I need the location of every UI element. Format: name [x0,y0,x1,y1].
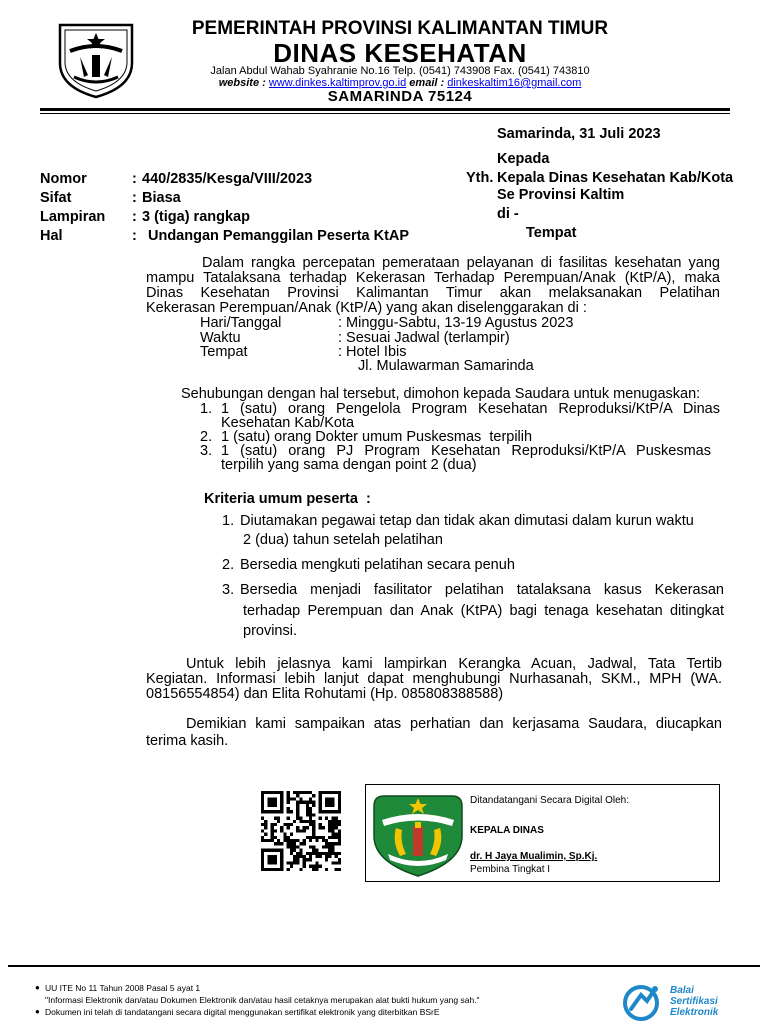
bsre-label-3: Elektronik [670,1007,719,1018]
recipient-di: di - [497,206,519,222]
body-p2: Sehubungan dengan hal tersebut, dimohon kepada Saudara untuk menugaskan: [181,386,701,402]
footer-bullet-1: ● [35,983,40,992]
criteria-3-line1: Bersedia menjadi fasilitator pelatihan tatalaksana kasus Kekerasan [240,582,724,598]
recipient-line1: Kepala Dinas Kesehatan Kab/Kota [497,170,734,186]
body-p1-line4: Kekerasan Perempuan/Anak (KtP/A) yang akan diselenggarakan di : [146,300,587,316]
footer-note-1: UU ITE No 11 Tahun 2008 Pasal 5 ayat 1 [45,983,201,993]
schedule-label-time: Waktu [200,330,241,346]
recipient-kepada: Kepada [497,151,550,167]
assign-1-line2: Kesehatan Kab/Kota [221,415,355,431]
body-p3-line2: Kegiatan. Informasi lebih lanjut dapat menghubungi Nurhasanah, SKM., MPH (WA. [146,671,722,687]
bsre-label-2: Sertifikasi [670,996,718,1007]
meta-label-hal: Hal [40,228,63,244]
signature-emblem [370,790,466,878]
assign-num-3: 3. [200,443,213,459]
criteria-1-line2: 2 (dua) tahun setelah pelatihan [243,532,443,548]
letter-date: Samarinda, 31 Juli 2023 [497,126,661,142]
meta-colon-nomor: : [132,171,137,187]
bsre-label-1: Balai [670,985,694,996]
signature-name: dr. H Jaya Mualimin, Sp.Kj. [470,851,598,862]
body-p1-line2: mampu Tatalaksana terhadap Kekerasan Terhadap Perempuan/Anak (KtP/A), maka [146,270,720,286]
assign-num-1: 1. [200,401,213,417]
footer-note-2: Dokumen ini telah di tandatangani secara digital menggunakan sertifikat elektronik yang diterbitkan BSrE [45,1007,440,1017]
meta-colon-sifat: : [132,190,137,206]
body-p1-line3: Dinas Kesehatan Provinsi Kalimantan Timur akan melaksanakan Pelatihan [146,285,720,301]
meta-colon-lampiran: : [132,209,137,225]
letterhead-city: SAMARINDA 75124 [327,88,473,105]
criteria-num-2: 2. [222,557,235,573]
meta-value-lampiran: 3 (tiga) rangkap [142,209,250,225]
assign-3-line1: 1 (satu) orang PJ Program Kesehatan Reproduksi/KtP/A Puskesmas [221,443,711,459]
meta-colon-hal: : [132,228,137,244]
website-link[interactable]: www.dinkes.kaltimprov.go.id [268,77,407,89]
meta-label-lampiran: Lampiran [40,209,106,225]
body-p4-line1: Demikian kami sampaikan atas perhatian dan kerjasama Saudara, diucapkan [186,716,722,732]
footer-note-1-quote: "Informasi Elektronik dan/atau Dokumen Elektronik dan/atau hasil cetaknya merupakan alat bukti hukum yang sah." [45,995,480,1005]
footer-rule [8,965,760,967]
qr-code [261,791,341,871]
criteria-3-line3: provinsi. [243,623,297,639]
letterhead-government: PEMERINTAH PROVINSI KALIMANTAN TIMUR [191,18,609,39]
letterhead-office: DINAS KESEHATAN [273,38,527,68]
meta-label-sifat: Sifat [40,190,72,206]
bsre-logo-icon [620,983,662,1021]
body-p4-line2: terima kasih. [146,733,229,749]
footer-bullet-2: ● [35,1007,40,1016]
schedule-value-time: : Sesuai Jadwal (terlampir) [338,330,510,346]
body-p1-line1: Dalam rangka percepatan pemerataan pelayanan di fasilitas kesehatan yang [202,255,720,271]
email-link[interactable]: dinkeskaltim16@gmail.com [447,77,582,89]
assign-2-line1: 1 (satu) orang Dokter umum Puskesmas terpilih [221,429,533,445]
meta-label-nomor: Nomor [40,171,87,187]
recipient-yth: Yth. [466,170,494,186]
criteria-title: Kriteria umum peserta : [204,491,371,507]
body-p3-line1: Untuk lebih jelasnya kami lampirkan Kerangka Acuan, Jadwal, Tata Tertib [186,656,722,672]
assign-1-line1: 1 (satu) orang Pengelola Program Kesehatan Reproduksi/KtP/A Dinas [221,401,720,417]
meta-value-sifat: Biasa [142,190,181,206]
recipient-line2: Se Provinsi Kaltim [497,187,625,203]
letterhead-rule-thin [40,113,730,114]
criteria-num-3: 3. [222,582,235,598]
email-label: email : [409,77,445,89]
signature-rank: Pembina Tingkat I [470,864,551,875]
website-label: website : [218,77,266,89]
criteria-num-1: 1. [222,513,235,529]
body-p3-line3: 08156554854) dan Elita Rohutami (Hp. 085808388588) [146,686,504,702]
criteria-1-line1: Diutamakan pegawai tetap dan tidak akan dimutasi dalam kurun waktu [240,513,694,529]
criteria-3-line2: terhadap Perempuan dan Anak (KtPA) bagi tenaga kesehatan ditingkat [243,603,724,619]
schedule-venue-address: Jl. Mulawarman Samarinda [358,358,534,374]
letterhead-rule-thick [40,108,730,111]
schedule-value-place: : Hotel Ibis [338,344,407,360]
meta-value-nomor: 440/2835/Kesga/VIII/2023 [142,171,313,187]
meta-value-hal: Undangan Pemanggilan Peserta KtAP [148,228,410,244]
letterhead-logo [54,15,138,99]
schedule-value-date: : Minggu-Sabtu, 13-19 Agustus 2023 [338,315,574,331]
schedule-label-place: Tempat [200,344,248,360]
recipient-tempat: Tempat [526,225,577,241]
schedule-label-date: Hari/Tanggal [200,315,282,331]
signature-signed-by: Ditandatangani Secara Digital Oleh: [470,795,629,806]
signature-position: KEPALA DINAS [470,825,544,836]
letterhead-address: Jalan Abdul Wahab Syahranie No.16 Telp. (0541) 743908 Fax. (0541) 743810 [210,65,590,77]
assign-num-2: 2. [200,429,213,445]
assign-3-line2: terpilih yang sama dengan point 2 (dua) [221,457,477,473]
criteria-2-line1: Bersedia mengkuti pelatihan secara penuh [240,557,515,573]
